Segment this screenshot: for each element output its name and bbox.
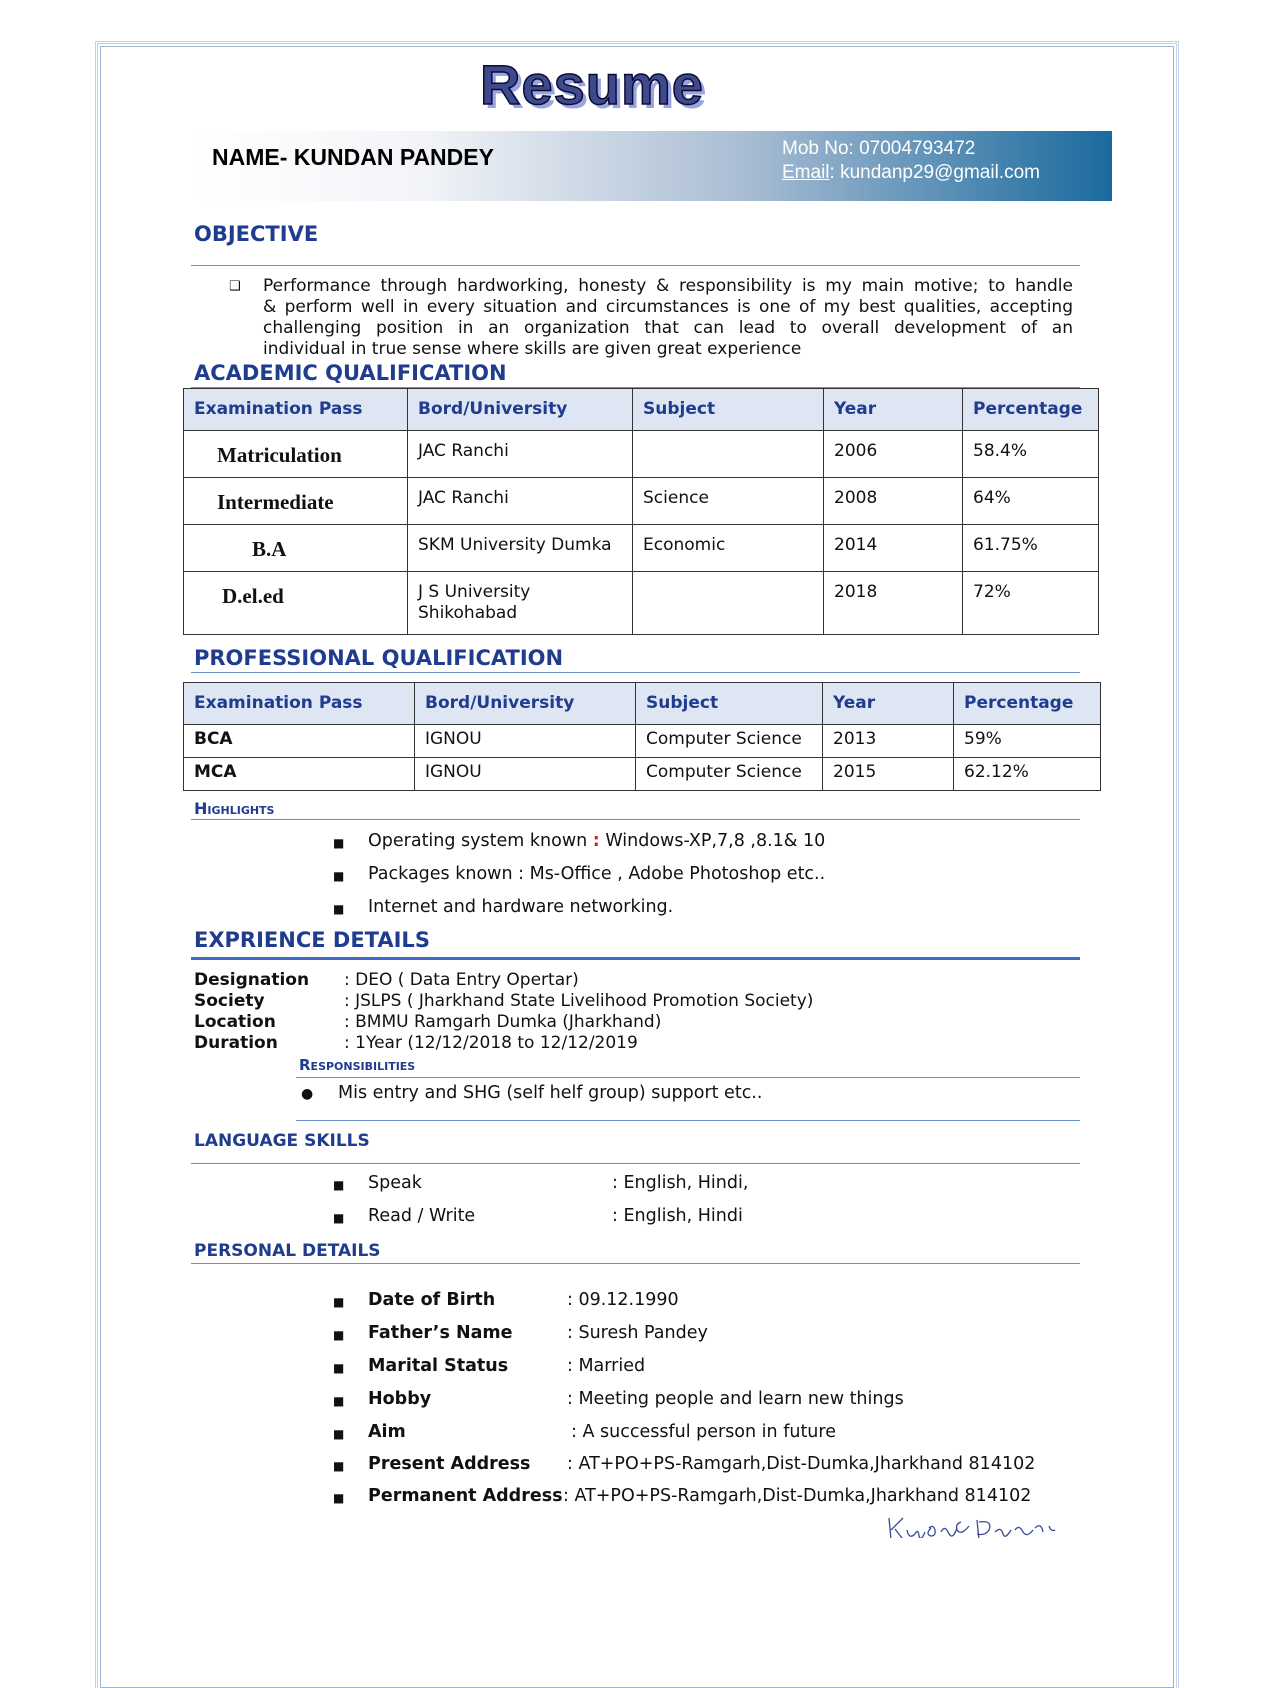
table-row <box>184 525 1099 572</box>
resume-title: Resume <box>480 53 704 116</box>
column-header: Subject <box>636 683 823 725</box>
field-value: : 1Year (12/12/2018 to 12/12/2019 <box>344 1033 638 1053</box>
highlight-item <box>368 831 825 851</box>
table-row <box>184 758 1101 791</box>
language-heading: LANGUAGE SKILLS <box>194 1131 370 1151</box>
bullet-icon: ■ <box>333 869 345 883</box>
bullet-icon: ■ <box>333 1361 345 1375</box>
professional-divider <box>191 672 1080 673</box>
language-divider <box>191 1163 1080 1164</box>
highlight-value: Ms-Office , Adobe Photoshop etc.. <box>524 864 826 884</box>
percentage-cell: 59% <box>954 725 1101 758</box>
field-label: Duration <box>194 1033 278 1053</box>
percentage-cell: 64% <box>963 478 1099 525</box>
exam-cell: Matriculation <box>184 431 408 478</box>
signature <box>885 1512 1065 1538</box>
language-value: : English, Hindi <box>612 1206 743 1226</box>
academic-heading: ACADEMIC QUALIFICATION <box>194 361 507 385</box>
personal-value: : Meeting people and learn new things <box>567 1389 904 1409</box>
bullet-icon: ■ <box>333 1394 345 1408</box>
highlight-colon: : <box>592 831 600 851</box>
responsibility-item: Mis entry and SHG (self helf group) support etc.. <box>338 1083 763 1103</box>
field-label: Society <box>194 991 265 1011</box>
personal-label: Father’s Name <box>368 1323 513 1343</box>
responsibilities-heading: Responsibilities <box>299 1056 416 1074</box>
table-row <box>184 431 1099 478</box>
percentage-cell: 58.4% <box>963 431 1099 478</box>
board-cell: IGNOU <box>415 758 636 791</box>
bullet-icon: ■ <box>333 1178 345 1192</box>
year-cell: 2015 <box>823 758 954 791</box>
subject-cell <box>633 431 824 478</box>
board-cell: JAC Ranchi <box>408 478 633 525</box>
percentage-cell: 62.12% <box>954 758 1101 791</box>
experience-row <box>194 1033 813 1054</box>
field-value: : JSLPS ( Jharkhand State Livelihood Promotion Society) <box>344 991 814 1011</box>
signature-scribble <box>885 1512 1065 1538</box>
objective-heading: OBJECTIVE <box>194 222 319 246</box>
experience-row <box>194 991 813 1012</box>
year-cell: 2006 <box>824 431 963 478</box>
personal-heading: PERSONAL DETAILS <box>194 1241 381 1261</box>
exam-cell: B.A <box>184 525 408 572</box>
language-label: Read / Write <box>368 1206 476 1226</box>
bullet-icon: ■ <box>333 1491 345 1505</box>
exam-cell: Intermediate <box>184 478 408 525</box>
objective-divider <box>191 265 1080 266</box>
column-header: Year <box>824 389 963 431</box>
objective-text <box>263 276 1073 360</box>
bullet-icon: ■ <box>333 1427 345 1441</box>
bullet-icon: ■ <box>333 1211 345 1225</box>
bullet-icon: ■ <box>333 836 345 850</box>
year-cell: 2013 <box>823 725 954 758</box>
highlight-value: Windows-XP,7,8 ,8.1& 10 <box>599 831 826 851</box>
percentage-cell: 61.75% <box>963 525 1099 572</box>
personal-label: Present Address <box>368 1454 531 1474</box>
column-header: Year <box>823 683 954 725</box>
responsibilities-divider <box>296 1077 1080 1078</box>
experience-row <box>194 970 813 991</box>
personal-label: Marital Status <box>368 1356 509 1376</box>
board-cell: J S University Shikohabad <box>408 572 633 635</box>
bullet-icon: ■ <box>333 1295 345 1309</box>
column-header: Percentage <box>963 389 1099 431</box>
table-row <box>184 725 1101 758</box>
academic-table <box>183 388 1099 635</box>
field-value: : BMMU Ramgarh Dumka (Jharkhand) <box>344 1012 662 1032</box>
highlight-colon: : <box>518 864 525 884</box>
mobile-number: Mob No: 07004793472 <box>782 138 976 159</box>
experience-divider <box>191 957 1080 960</box>
email-value: : kundanp29@gmail.com <box>829 162 1040 183</box>
table-header-row <box>184 389 1099 431</box>
table-header-row <box>184 683 1101 725</box>
highlights-divider <box>191 819 1080 820</box>
highlights-heading: Highlights <box>194 799 275 818</box>
email-line <box>782 161 1040 185</box>
subject-cell <box>633 572 824 635</box>
year-cell: 2008 <box>824 478 963 525</box>
experience-row <box>194 1012 813 1033</box>
board-cell: JAC Ranchi <box>408 431 633 478</box>
bullet-icon: ● <box>301 1086 314 1102</box>
column-header: Examination Pass <box>184 683 415 725</box>
objective-line: & perform well in every situation and circumstances is one of my best qualities, accepting <box>263 297 1073 317</box>
professional-heading: PROFESSIONAL QUALIFICATION <box>194 646 564 670</box>
column-header: Percentage <box>954 683 1101 725</box>
column-header: Bord/University <box>408 389 633 431</box>
highlight-label: Internet and hardware networking. <box>368 897 674 917</box>
experience-heading: EXPRIENCE DETAILS <box>194 928 430 952</box>
personal-value: : A successful person in future <box>571 1422 836 1442</box>
personal-label: Hobby <box>368 1389 432 1409</box>
table-row <box>184 572 1099 635</box>
objective-line: Performance through hardworking, honesty & responsibility is my main motive; to handle <box>263 276 1073 296</box>
subject-cell: Economic <box>633 525 824 572</box>
field-label: Designation <box>194 970 310 990</box>
objective-line: challenging position in an organization that can lead to overall development of an <box>263 318 1073 338</box>
field-label: Location <box>194 1012 276 1032</box>
column-header: Bord/University <box>415 683 636 725</box>
objective-line: individual in true sense where skills are given great experience <box>263 339 802 359</box>
experience-fields <box>194 970 813 1054</box>
personal-label: Date of Birth <box>368 1290 496 1310</box>
board-cell: IGNOU <box>415 725 636 758</box>
subject-cell: Computer Science <box>636 758 823 791</box>
language-label: Speak <box>368 1173 422 1193</box>
personal-value: : AT+PO+PS-Ramgarh,Dist-Dumka,Jharkhand 814102 <box>567 1454 1036 1474</box>
bullet-icon: ■ <box>333 1459 345 1473</box>
personal-label: Permanent Address <box>368 1486 563 1506</box>
personal-value: : 09.12.1990 <box>567 1290 679 1310</box>
field-value: : DEO ( Data Entry Opertar) <box>344 970 579 990</box>
board-cell: SKM University Dumka <box>408 525 633 572</box>
personal-value: : AT+PO+PS-Ramgarh,Dist-Dumka,Jharkhand 814102 <box>563 1486 1032 1506</box>
highlight-label: Operating system known <box>368 831 593 851</box>
personal-value: : Suresh Pandey <box>567 1323 708 1343</box>
candidate-name: NAME- KUNDAN PANDEY <box>212 144 494 170</box>
exam-cell: MCA <box>184 758 415 791</box>
objective-bullet: ❑ <box>229 279 241 294</box>
personal-label: Aim <box>368 1422 406 1442</box>
personal-value: : Married <box>567 1356 646 1376</box>
contact-block <box>782 137 1040 185</box>
email-label: Email <box>782 162 830 183</box>
exam-cell: D.el.ed <box>184 572 408 635</box>
bullet-icon: ■ <box>333 902 345 916</box>
exam-cell: BCA <box>184 725 415 758</box>
percentage-cell: 72% <box>963 572 1099 635</box>
language-value: : English, Hindi, <box>612 1173 749 1193</box>
personal-divider <box>191 1263 1080 1264</box>
table-row <box>184 478 1099 525</box>
bullet-icon: ■ <box>333 1328 345 1342</box>
column-header: Examination Pass <box>184 389 408 431</box>
highlight-label: Packages known <box>368 864 519 884</box>
highlight-item <box>368 897 673 917</box>
professional-table <box>183 682 1101 791</box>
subject-cell: Computer Science <box>636 725 823 758</box>
year-cell: 2018 <box>824 572 963 635</box>
subject-cell: Science <box>633 478 824 525</box>
column-header: Subject <box>633 389 824 431</box>
responsibilities-end-divider <box>296 1120 1080 1121</box>
year-cell: 2014 <box>824 525 963 572</box>
highlight-item <box>368 864 825 884</box>
